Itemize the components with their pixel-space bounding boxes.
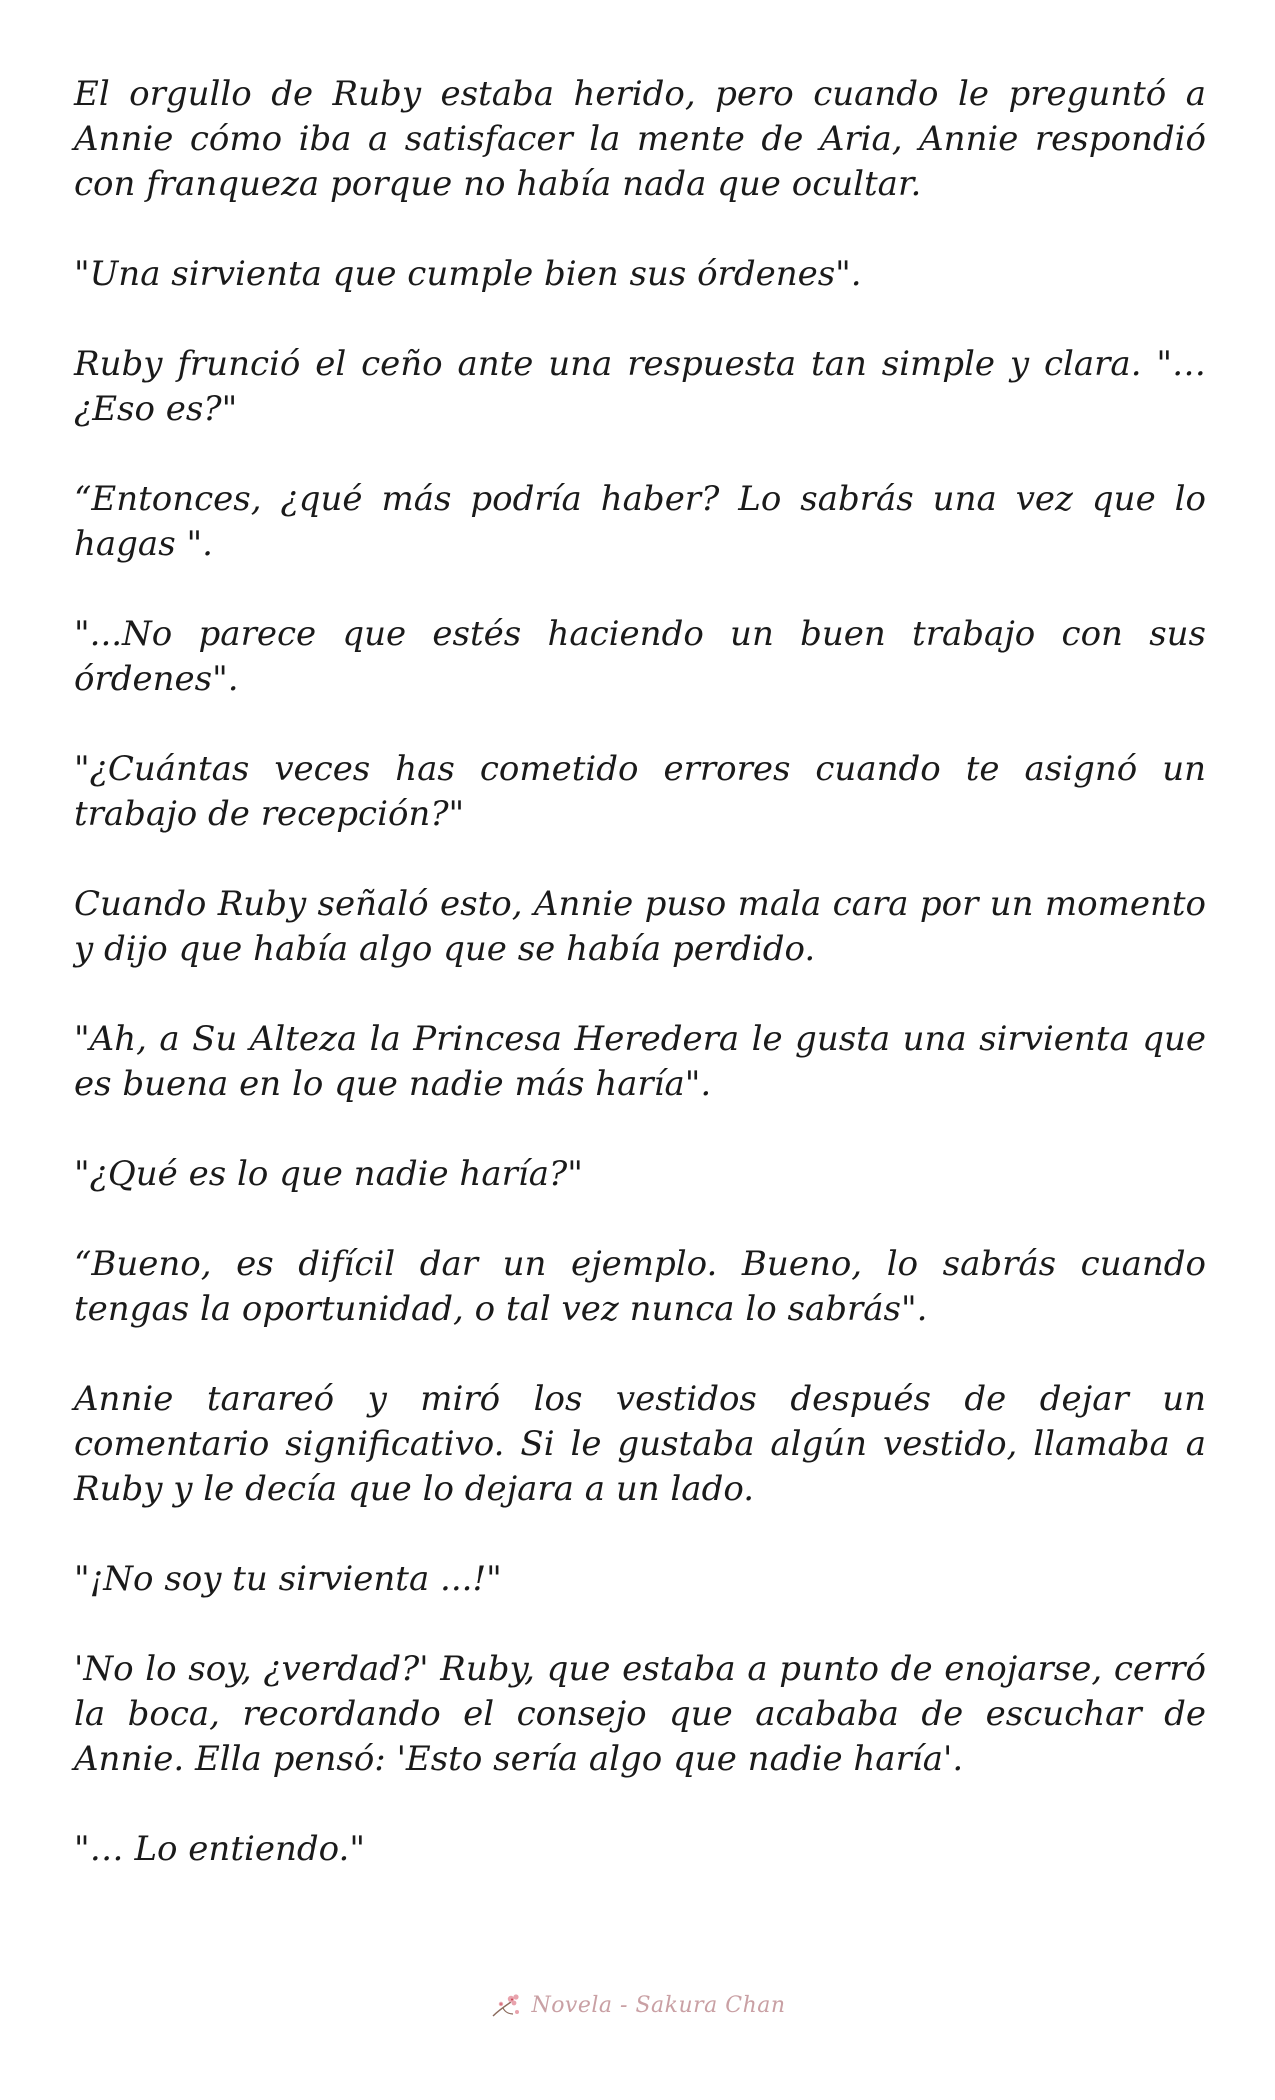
paragraph-6: "¿Cuántas veces has cometido errores cuando te asignó un trabajo de recepción?" (74, 749, 1206, 834)
paragraph-9: "¿Qué es lo que nadie haría?" (74, 1154, 583, 1194)
watermark (0, 1990, 1275, 2020)
paragraph-8: "Ah, a Su Alteza la Princesa Heredera le gusta una sirvienta que es buena en lo que nadie más haría". (74, 1019, 1206, 1104)
paragraph-12: "¡No soy tu sirvienta ...!" (74, 1559, 502, 1599)
document-body (74, 72, 1206, 1872)
paragraph-10: “Bueno, es difícil dar un ejemplo. Bueno, lo sabrás cuando tengas la oportunidad, o tal vez nunca lo sabrás". (74, 1244, 1206, 1329)
paragraph-14: "… Lo entiendo." (74, 1829, 365, 1869)
paragraph-1: El orgullo de Ruby estaba herido, pero cuando le preguntó a Annie cómo iba a satisfacer la mente de Aria, Annie respondió con franqueza porque no había nada que ocultar. (74, 74, 1206, 204)
paragraph-13: 'No lo soy, ¿verdad?' Ruby, que estaba a punto de enojarse, cerró la boca, recordando el consejo que acababa de escuchar de Annie. Ella pensó: 'Esto sería algo que nadie haría'. (74, 1649, 1206, 1779)
watermark-text: Novela - Sakura Chan (531, 1992, 786, 2018)
sakura-flower-icon (489, 1990, 525, 2020)
paragraph-4: “Entonces, ¿qué más podría haber? Lo sabrás una vez que lo hagas ". (74, 479, 1206, 564)
paragraph-2: "Una sirvienta que cumple bien sus órdenes". (74, 254, 862, 294)
paragraph-5: "...No parece que estés haciendo un buen trabajo con sus órdenes". (74, 614, 1206, 699)
paragraph-11: Annie tarareó y miró los vestidos después de dejar un comentario significativo. Si le gustaba algún vestido, llamaba a Ruby y le decía que lo dejara a un lado. (74, 1379, 1206, 1509)
paragraph-7: Cuando Ruby señaló esto, Annie puso mala cara por un momento y dijo que había algo que se había perdido. (74, 884, 1206, 969)
paragraph-3: Ruby frunció el ceño ante una respuesta tan simple y clara. "… ¿Eso es?" (74, 344, 1206, 429)
